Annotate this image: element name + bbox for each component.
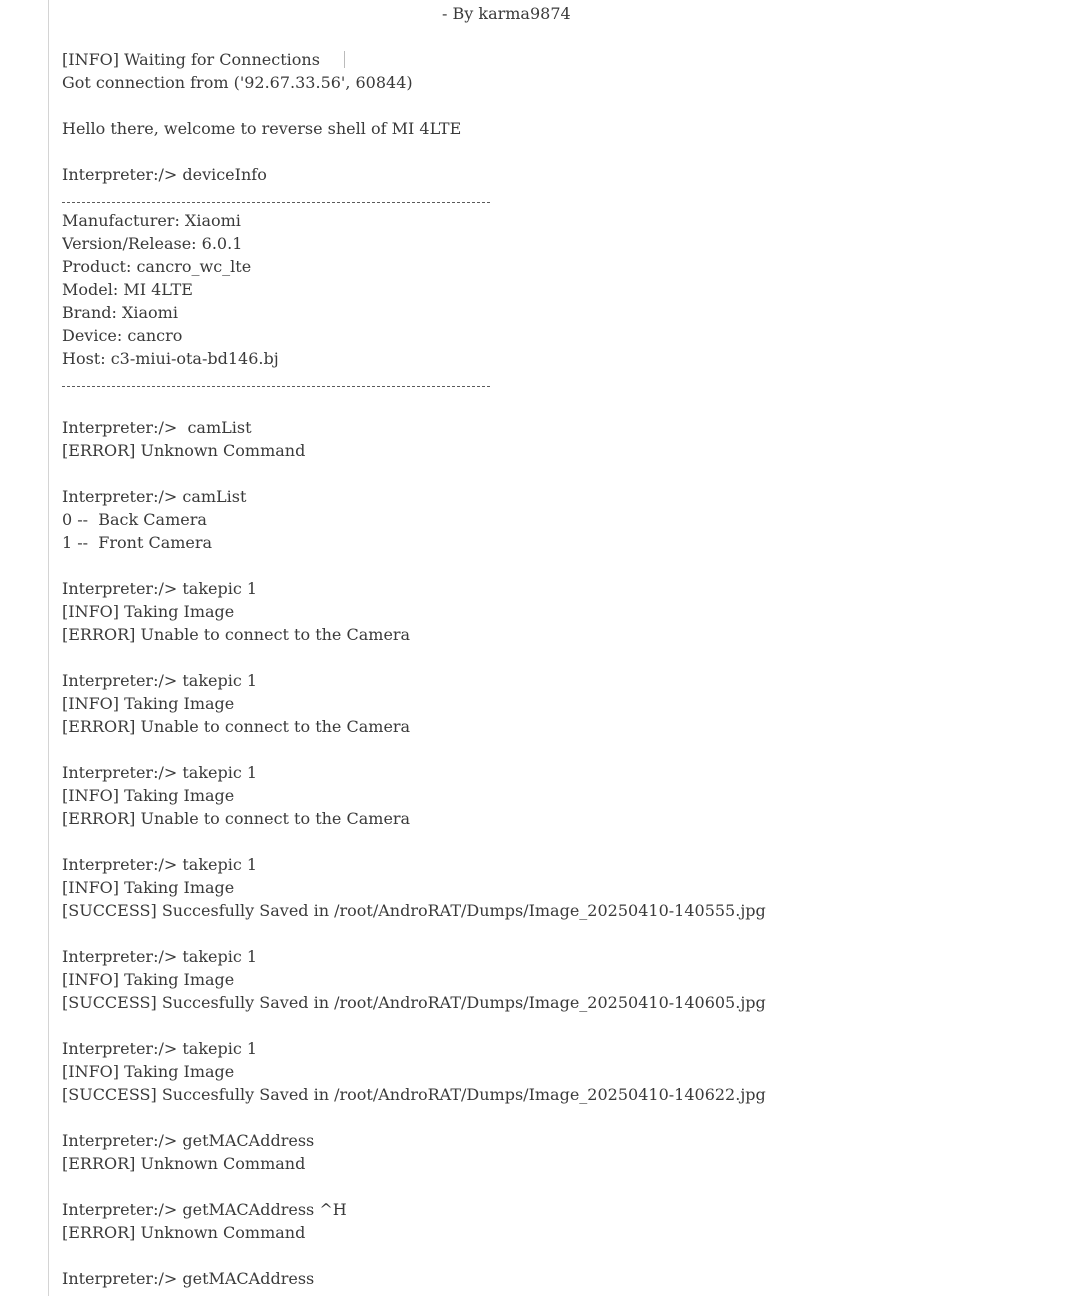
command-line: Interpreter:/> camList [62, 418, 252, 437]
command-line: Interpreter:/> camList [62, 487, 247, 506]
output-line: [SUCCESS] Succesfully Saved in /root/AndroRAT/Dumps/Image_20250410-140622.jpg [62, 1085, 766, 1104]
spacer-line [62, 94, 1062, 117]
spacer-line [62, 1175, 1062, 1198]
command-line: Interpreter:/> takepic 1 [62, 855, 258, 874]
device-info-field: Device: cancro [62, 326, 183, 345]
output-line: [INFO] Taking Image [62, 878, 235, 897]
command-line-device-info: Interpreter:/> deviceInfo [62, 165, 267, 184]
command-line: Interpreter:/> getMACAddress ^H [62, 1200, 347, 1219]
spacer-line [62, 1014, 1062, 1037]
left-border-line [48, 0, 49, 1296]
welcome-line: Hello there, welcome to reverse shell of MI 4LTE [62, 119, 462, 138]
spacer-line [62, 646, 1062, 669]
spacer-line [62, 393, 1062, 416]
device-info-field: Brand: Xiaomi [62, 303, 178, 322]
command-line: Interpreter:/> getMACAddress [62, 1131, 315, 1150]
command-line: Interpreter:/> takepic 1 [62, 763, 258, 782]
command-line: Interpreter:/> takepic 1 [62, 947, 258, 966]
waiting-line [62, 48, 1062, 71]
output-line: [INFO] Taking Image [62, 970, 235, 989]
output-line: [ERROR] Unknown Command [62, 1223, 306, 1242]
dashed-separator [62, 186, 1062, 209]
terminal-output[interactable] [62, 2, 1062, 1290]
output-line: [INFO] Taking Image [62, 602, 235, 621]
spacer-line [62, 462, 1062, 485]
device-info-field: Version/Release: 6.0.1 [62, 234, 243, 253]
output-line: [ERROR] Unable to connect to the Camera [62, 625, 411, 644]
connection-line: Got connection from ('92.67.33.56', 60844) [62, 73, 413, 92]
device-info-block [62, 209, 1062, 370]
output-line: [ERROR] Unable to connect to the Camera [62, 809, 411, 828]
spacer-line [62, 25, 1062, 48]
dashed-separator [62, 370, 1062, 393]
device-info-field: Manufacturer: Xiaomi [62, 211, 241, 230]
device-info-field: Model: MI 4LTE [62, 280, 193, 299]
spacer-line [62, 738, 1062, 761]
output-line: [INFO] Taking Image [62, 694, 235, 713]
spacer-line [62, 140, 1062, 163]
text-cursor [344, 51, 345, 68]
output-line: [INFO] Taking Image [62, 786, 235, 805]
command-line: Interpreter:/> takepic 1 [62, 1039, 258, 1058]
output-line: [ERROR] Unknown Command [62, 1154, 306, 1173]
device-info-field: Host: c3-miui-ota-bd146.bj [62, 349, 279, 368]
spacer-line [62, 1106, 1062, 1129]
output-line: [ERROR] Unknown Command [62, 441, 306, 460]
spacer-line [62, 922, 1062, 945]
output-line: [SUCCESS] Succesfully Saved in /root/AndroRAT/Dumps/Image_20250410-140605.jpg [62, 993, 766, 1012]
output-line: [INFO] Taking Image [62, 1062, 235, 1081]
spacer-line [62, 830, 1062, 853]
spacer-line [62, 554, 1062, 577]
command-line: Interpreter:/> takepic 1 [62, 671, 258, 690]
output-line: 1 -- Front Camera [62, 533, 213, 552]
output-line: [ERROR] Unable to connect to the Camera [62, 717, 411, 736]
command-line: Interpreter:/> takepic 1 [62, 579, 258, 598]
spacer-line [62, 1244, 1062, 1267]
output-line: 0 -- Back Camera [62, 510, 207, 529]
device-info-field: Product: cancro_wc_lte [62, 257, 252, 276]
author-banner: - By karma9874 [442, 4, 571, 23]
session-log [62, 416, 1062, 1267]
waiting-text: [INFO] Waiting for Connections [62, 50, 320, 69]
command-line-final[interactable]: Interpreter:/> getMACAddress [62, 1269, 315, 1288]
output-line: [SUCCESS] Succesfully Saved in /root/AndroRAT/Dumps/Image_20250410-140555.jpg [62, 901, 766, 920]
